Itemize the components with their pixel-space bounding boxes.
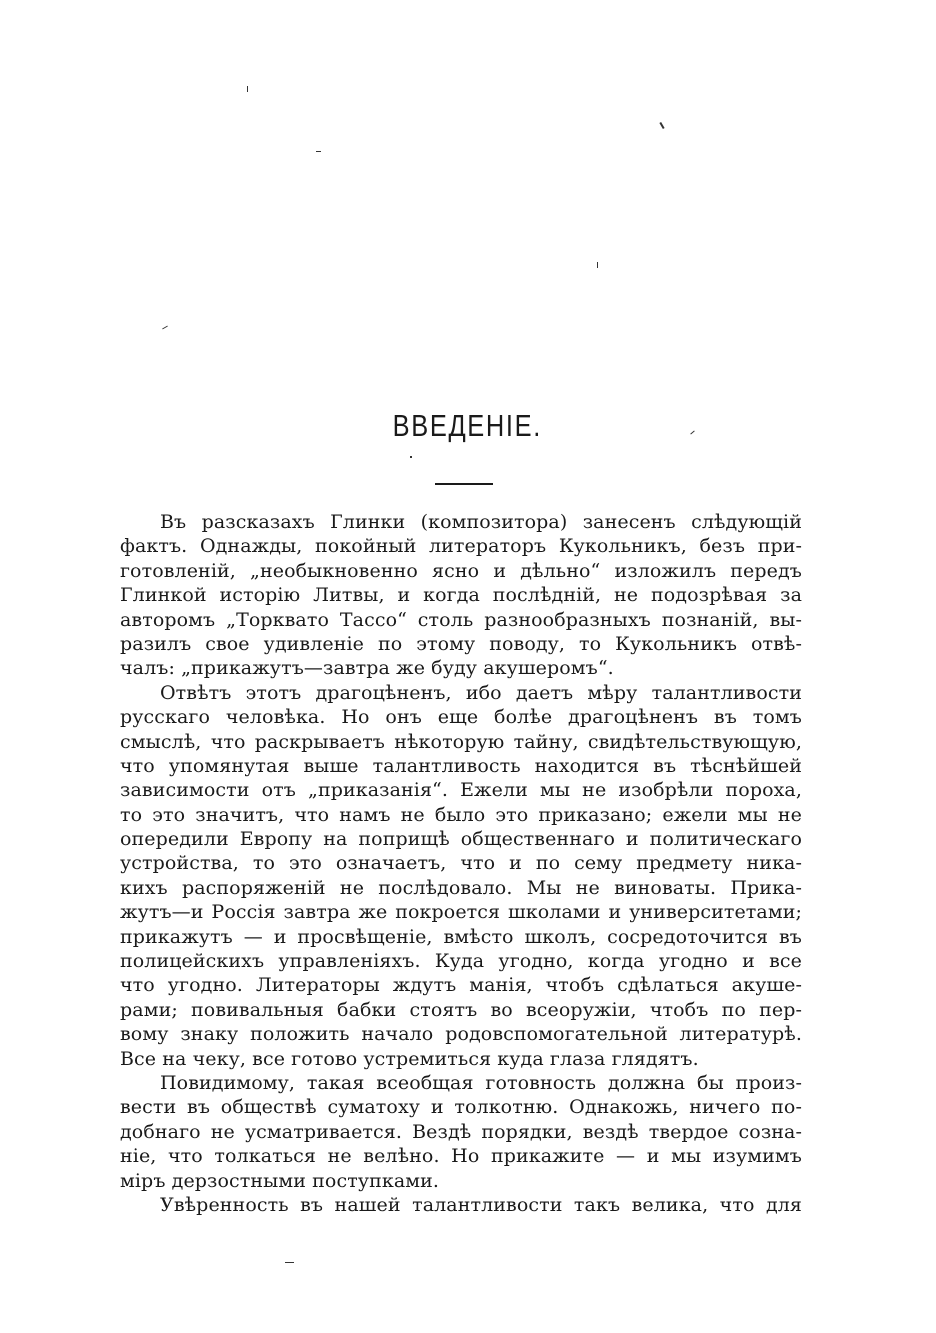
text-line: Глинкой исторію Литвы, и когда послѣдній, не подозрѣвая за xyxy=(120,584,802,607)
scan-speck xyxy=(316,151,321,152)
text-line: ніе, что толкаться не велѣно. Но прикажите — и мы изумимъ xyxy=(120,1145,802,1168)
text-line: кихъ распоряженій не послѣдовало. Мы не виноваты. Прика- xyxy=(120,876,802,899)
text-line: полицейскихъ управленіяхъ. Куда угодно, когда угодно и все xyxy=(120,950,802,973)
text-line: фактъ. Однажды, покойный литераторъ Кукольникъ, безъ при- xyxy=(120,535,802,558)
text-line: разилъ свое удивленіе по этому поводу, то Кукольникъ отвѣ- xyxy=(120,632,802,655)
body-text xyxy=(120,510,802,1217)
text-line: жутъ—и Россія завтра же покроется школами и университетами; xyxy=(120,901,802,924)
text-line: прикажутъ — и просвѣщеніе, вмѣсто школъ, сосредоточится въ xyxy=(120,925,802,948)
text-line: то это значитъ, что намъ не было это приказано; ежели мы не xyxy=(120,803,802,826)
heading-rule xyxy=(435,483,493,485)
text-line: зависимости отъ „приказанія“. Ежели мы не изобрѣли пороха, xyxy=(120,779,802,802)
text-line: устройства, то это означаетъ, что и по сему предмету ника- xyxy=(120,852,802,875)
text-line: Увѣренность въ нашей талантливости такъ велика, что для xyxy=(160,1193,802,1216)
text-line: міръ дерзостными поступками. xyxy=(120,1169,440,1192)
text-line: авторомъ „Торквато Тассо“ столь разнообразныхъ познаній, вы- xyxy=(120,608,802,631)
text-line: добнаго не усматривается. Вездѣ порядки, вездѣ твердое созна- xyxy=(120,1120,802,1143)
scan-speck xyxy=(162,326,168,330)
text-line: рами; повивальныя бабки стоятъ во всеоружіи, чтобъ по пер- xyxy=(120,998,802,1021)
text-line: Все на чеку, все готово устремиться куда глаза глядятъ. xyxy=(120,1047,699,1070)
text-line: Отвѣтъ этотъ драгоцѣненъ, ибо даетъ мѣру талантливости xyxy=(160,681,802,704)
scan-speck xyxy=(597,262,598,268)
text-line: что упомянутая выше талантливость находится въ тѣснѣйшей xyxy=(120,754,802,777)
text-line: вому знаку положить начало родовспомогательной литературѣ. xyxy=(120,1023,802,1046)
text-line: смыслѣ, что раскрываетъ нѣкоторую тайну, свидѣтельствующую, xyxy=(120,730,802,753)
text-line: что угодно. Литераторы ждутъ манія, чтобъ сдѣлаться акуше- xyxy=(120,974,802,997)
scan-speck xyxy=(247,86,248,92)
scan-speck xyxy=(285,1262,294,1263)
text-line: чалъ: „прикажутъ—завтра же буду акушеромъ“. xyxy=(120,657,614,680)
text-line: готовленій, „необыкновенно ясно и дѣльно“ изложилъ передъ xyxy=(120,559,802,582)
text-line: вести въ обществѣ суматоху и толкотню. Однакожь, ничего по- xyxy=(120,1096,802,1119)
scan-speck xyxy=(410,456,412,458)
text-line: Повидимому, такая всеобщая готовность должна бы произ- xyxy=(160,1071,802,1094)
scan-speck xyxy=(659,122,664,129)
chapter-heading: ВВЕДЕНІЕ. xyxy=(392,408,542,443)
text-line: опередили Европу на поприщѣ общественнаго и политическаго xyxy=(120,828,802,851)
text-line: русскаго человѣка. Но онъ еще болѣе драгоцѣненъ въ томъ xyxy=(120,706,802,729)
text-line: Въ разсказахъ Глинки (композитора) занесенъ слѣдующій xyxy=(160,511,802,533)
